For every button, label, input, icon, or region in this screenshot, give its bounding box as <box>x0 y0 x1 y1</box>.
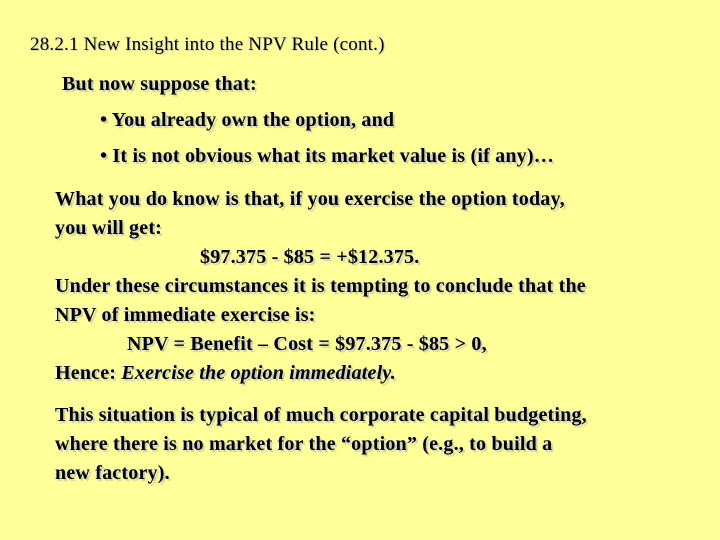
bullet-item: • You already own the option, and <box>100 109 395 131</box>
hence-conclusion: Exercise the option immediately. <box>121 362 396 384</box>
paragraph-line: Under these circumstances it is tempting to conclude that the <box>55 275 586 297</box>
paragraph-line: What you do know is that, if you exercise the option today, <box>55 188 565 210</box>
paragraph-line: you will get: <box>55 217 163 239</box>
npv-equation: NPV = Benefit – Cost = $97.375 - $85 > 0, <box>127 333 487 355</box>
hence-line <box>55 362 396 385</box>
paragraph-line: NPV of immediate exercise is: <box>55 304 316 326</box>
hence-prefix: Hence: <box>55 362 122 384</box>
bullet-item: • It is not obvious what its market value is (if any)… <box>100 145 554 167</box>
exercise-equation: $97.375 - $85 = +$12.375. <box>200 246 420 268</box>
paragraph-line: This situation is typical of much corporate capital budgeting, <box>55 404 587 426</box>
slide-title: 28.2.1 New Insight into the NPV Rule (cont.) <box>30 34 385 55</box>
paragraph-line: where there is no market for the “option” (e.g., to build a <box>55 433 553 455</box>
paragraph-line: new factory). <box>55 462 170 484</box>
intro-text: But now suppose that: <box>62 73 257 95</box>
